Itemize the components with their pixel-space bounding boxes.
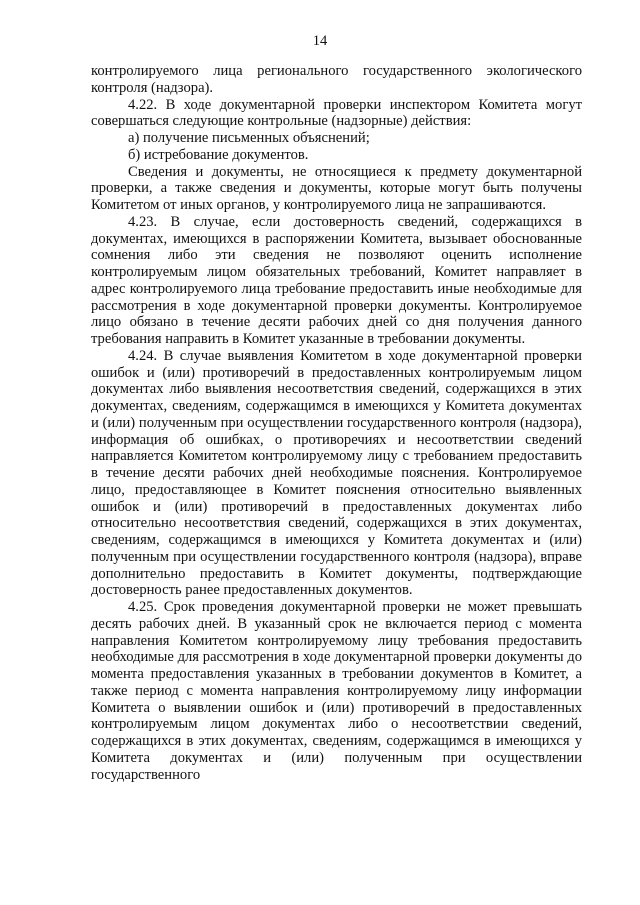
paragraph-information-not-requested: Сведения и документы, не относящиеся к предмету документарной проверки, а также сведения и документы, которые могут быть получены Комитетом от иных органов, у контролируемого лица не запрашиваются. xyxy=(91,163,582,213)
paragraph-4-22: 4.22. В ходе документарной проверки инспектором Комитета могут совершаться следующие контрольные (надзорные) действия: xyxy=(91,96,582,130)
list-item-a: а) получение письменных объяснений; xyxy=(128,130,370,146)
page-number: 14 xyxy=(312,33,328,49)
paragraph-continuation: контролируемого лица регионального государственного экологического контроля (надзора). xyxy=(91,63,582,96)
paragraph-4-23: 4.23. В случае, если достоверность сведений, содержащихся в документах, имеющихся в распоряжении Комитета, вызывает обоснованные сомнения либо эти сведения не позволяют оценить исполнение контролируемым лицом обязательных требований, Комитет направляет в адрес контролируемого лица требование предоставить иные необходимые для рассмотрения в ходе документарной проверки документы. Контролируемое лицо обязано в течение десяти рабочих дней со дня получения данного требования направить в Комитет указанные в требовании документы. xyxy=(91,213,582,347)
list-item-b: б) истребование документов. xyxy=(128,146,309,163)
body-text xyxy=(91,63,582,783)
paragraph-4-25: 4.25. Срок проведения документарной проверки не может превышать десять рабочих дней. В указанный срок не включается период с момента направления Комитетом контролируемому лицу требования предоставить необходимые для рассмотрения в ходе документарной проверки документы до момента предоставления указанных в требовании документов в Комитет, а также период с момента направления контролируемому лицу информации Комитета о выявлении ошибок и (или) противоречий в предоставленных контролируемым лицом документах либо о несоответствии сведений, содержащихся в этих документах, сведениям, содержащимся в имеющихся у Комитета документах и (или) полученным при осуществлении государственного xyxy=(91,599,582,783)
paragraph-4-24: 4.24. В случае выявления Комитетом в ходе документарной проверки ошибок и (или) противоречий в предоставленных контролируемым лицом документах либо выявления несоответствия сведений, содержащихся в этих документах, сведениям, содержащимся в имеющихся у Комитета документах и (или) полученным при осуществлении государственного контроля (надзора), информация об ошибках, о противоречиях и несоответствии сведений направляется Комитетом контролируемому лицу с требованием предоставить в течение десяти рабочих дней необходимые пояснения. Контролируемое лицо, предоставляющее в Комитет пояснения относительно выявленных ошибок и (или) противоречий в предоставленных документах либо относительно несоответствия сведений, содержащихся в этих документах, сведениям, содержащимся в имеющихся у Комитета документах и (или) полученным при осуществлении государственного контроля (надзора), вправе дополнительно предоставить в Комитет документы, подтверждающие достоверность ранее предоставленных документов. xyxy=(91,347,582,599)
